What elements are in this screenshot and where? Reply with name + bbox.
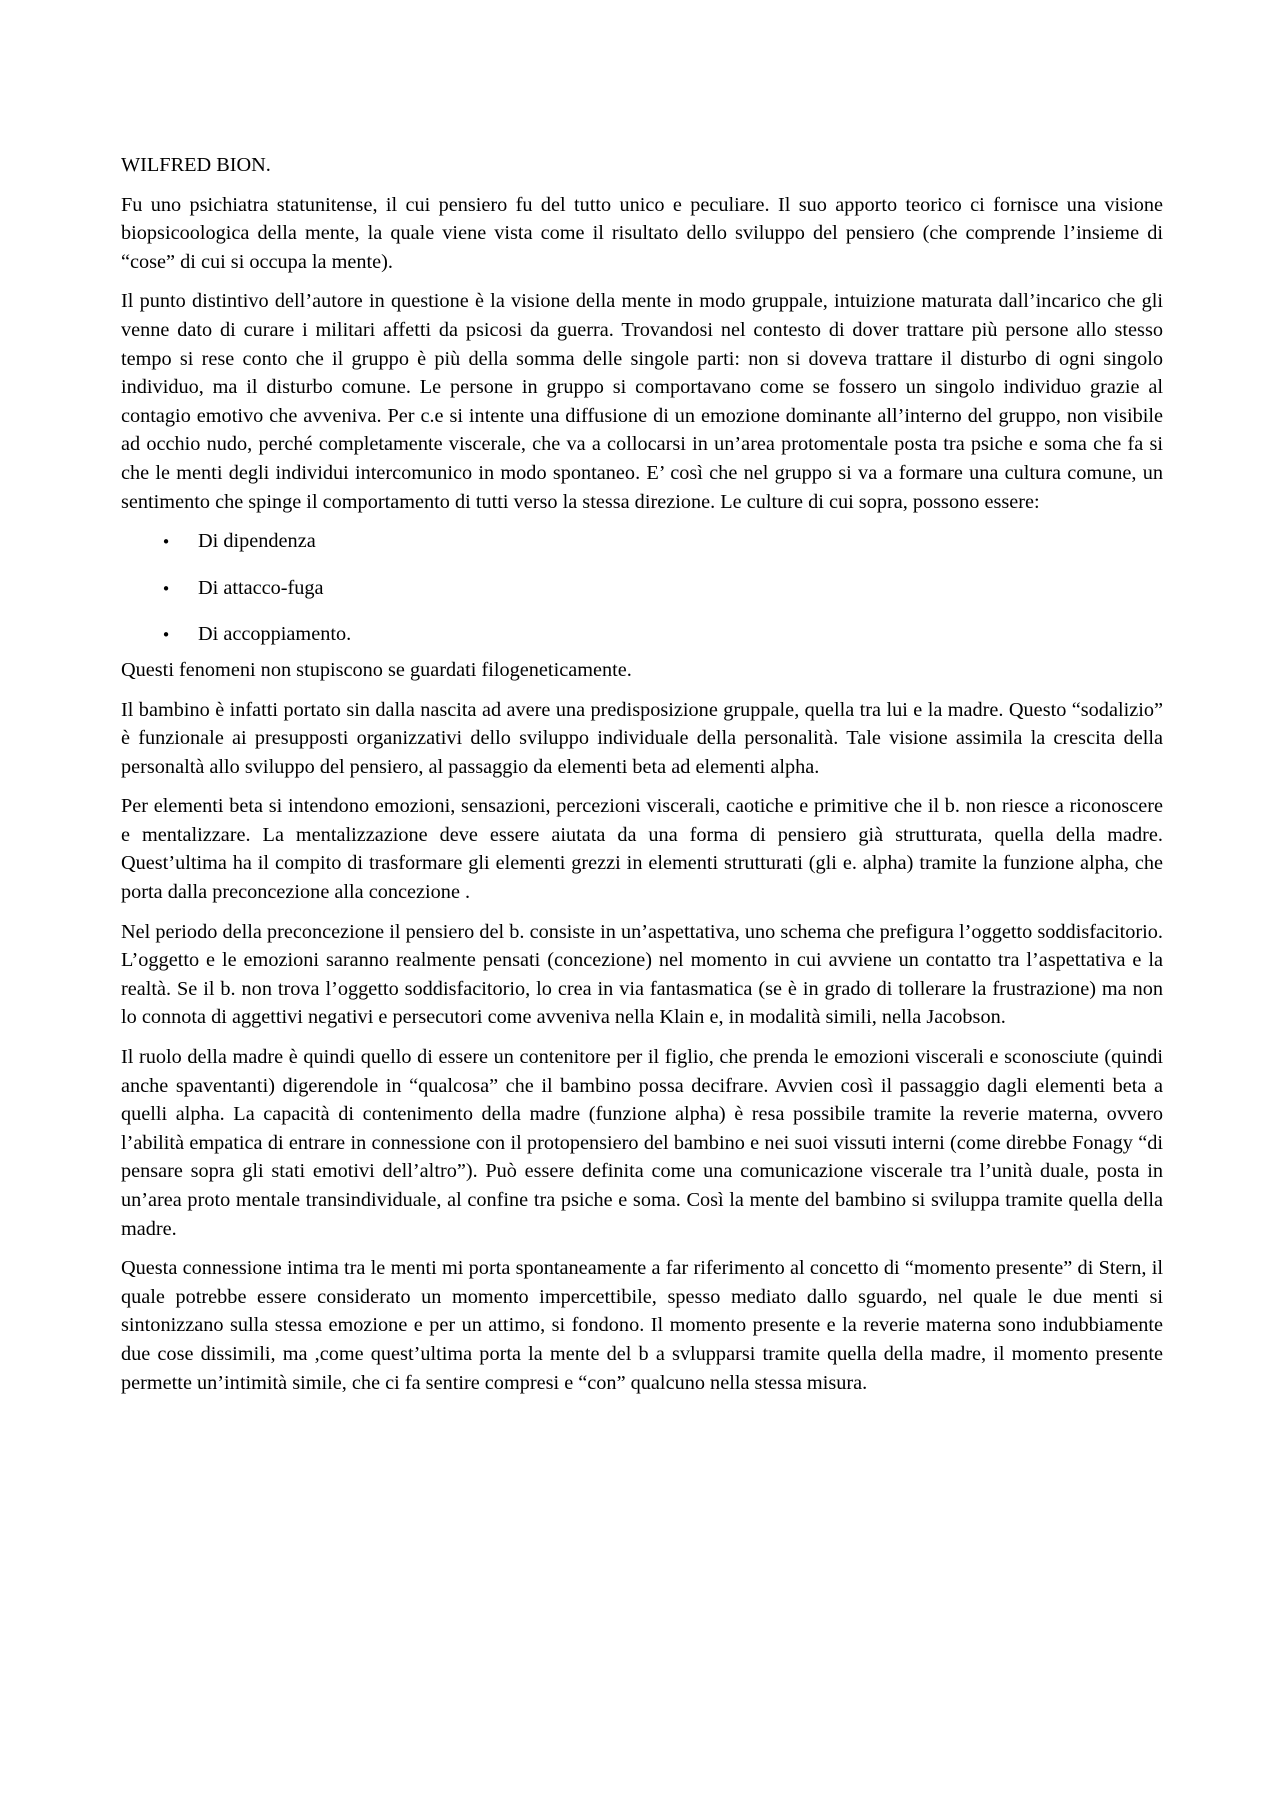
paragraph-present-moment: Questa connessione intima tra le menti mi porta spontaneamente a far riferimento al concetto di “momento presente” di Stern, il quale potrebbe essere considerato un momento impercettibile, spesso mediato dallo sguardo, nel quale le due menti si sintonizzano sulla stessa emozione e per un attimo, si fondono. Il momento presente e la reverie materna sono indubbiamente due cose dissimili, ma ,come quest’ultima porta la mente del b a svlupparsi tramite quella della madre, il momento presente permette un’intimità simile, che ci fa sentire compresi e “con” qualcuno nella stessa misura. (121, 1257, 1163, 1394)
list-item-label: Di attacco-fuga (198, 576, 324, 599)
bullet-icon (159, 574, 173, 604)
list-item-label: Di dipendenza (198, 530, 316, 553)
list-item (121, 574, 1163, 603)
list-item (121, 620, 1163, 649)
paragraph-intro: Fu uno psichiatra statunitense, il cui pensiero fu del tutto unico e peculiare. Il suo apporto teorico ci fornisce una visione biopsicoologica della mente, la quale viene vista come il risultato dello sviluppo del pensiero (che comprende l’insieme di “cose” di cui si occupa la mente). (121, 193, 1163, 273)
paragraph-group-mind: Il punto distintivo dell’autore in questione è la visione della mente in modo gruppale, intuizione maturata dall’incarico che gli venne dato di curare i militari affetti da psicosi da guerra. Trovandosi nel contesto di dover trattare più persone allo stesso tempo si rese conto che il gruppo è più della somma delle singole parti: non si doveva trattare il disturbo di ogni singolo individuo, ma il disturbo comune. Le persone in gruppo si comportavano come se fossero un singolo individuo grazie al contagio emotivo che avveniva. Per c.e si intente una diffusione di un emozione dominante all’interno del gruppo, non visibile ad occhio nudo, perché completamente viscerale, che va a collocarsi in un’area protomentale posta tra psiche e soma che fa si che le menti degli individui intercomunico in modo spontaneo. E’ così che nel gruppo si va a formare una cultura comune, un sentimento che spinge il comportamento di tutti verso la stessa direzione. Le culture di cui sopra, possono essere: (121, 290, 1163, 513)
paragraph-preconception: Nel periodo della preconcezione il pensiero del b. consiste in un’aspettativa, uno schema che prefigura l’oggetto soddisfacitorio. L’oggetto e le emozioni saranno realmente pensati (concezione) nel momento in cui avviene un contatto tra l’aspettativa e la realtà. Se il b. non trova l’oggetto soddisfacitorio, lo crea in via fantasmatica (se è in grado di tollerare la frustrazione) ma non lo connota di aggettivi negativi e persecutori come avveniva nella Klain e, in modalità simili, nella Jacobson. (121, 920, 1163, 1029)
bullet-icon (159, 620, 173, 650)
paragraph-beta-elements: Per elementi beta si intendono emozioni, sensazioni, percezioni viscerali, caotiche e primitive che il b. non riesce a riconoscere e mentalizzare. La mentalizzazione deve essere aiutata da una forma di pensiero già strutturata, quella della madre. Quest’ultima ha il compito di trasformare gli elementi grezzi in elementi strutturati (gli e. alpha) tramite la funzione alpha, che porta dalla preconcezione alla concezione . (121, 795, 1163, 904)
document-body (121, 151, 1163, 1408)
list-item (121, 527, 1163, 556)
list-item-label: Di accoppiamento. (198, 623, 352, 646)
paragraph-phylogenetic: Questi fenomeni non stupiscono se guardati filogeneticamente. (121, 658, 632, 681)
document-title: WILFRED BION. (121, 154, 271, 176)
bullet-icon (159, 527, 173, 557)
cultures-list (121, 527, 1163, 649)
paragraph-mother-role: Il ruolo della madre è quindi quello di essere un contenitore per il figlio, che prenda le emozioni viscerali e sconosciute (quindi anche spaventanti) digerendole in “qualcosa” che il bambino possa decifrare. Avvien così il passaggio dagli elementi beta a quelli alpha. La capacità di contenimento della madre (funzione alpha) è resa possibile tramite la reverie materna, ovvero l’abilità empatica di entrare in connessione con il protopensiero del bambino e nei suoi vissuti interni (come direbbe Fonagy “di pensare sopra gli stati emotivi dell’altro”). Può essere definita come una comunicazione viscerale tra l’unità duale, posta in un’area proto mentale transindividuale, al confine tra psiche e soma. Così la mente del bambino si sviluppa tramite quella della madre. (121, 1046, 1163, 1240)
paragraph-child-predisposition: Il bambino è infatti portato sin dalla nascita ad avere una predisposizione gruppale, quella tra lui e la madre. Questo “sodalizio” è funzionale ai presupposti organizzativi dello sviluppo individuale della personalità. Tale visione assimila la crescita della personaltà allo sviluppo del pensiero, al passaggio da elementi beta ad elementi alpha. (121, 698, 1163, 778)
